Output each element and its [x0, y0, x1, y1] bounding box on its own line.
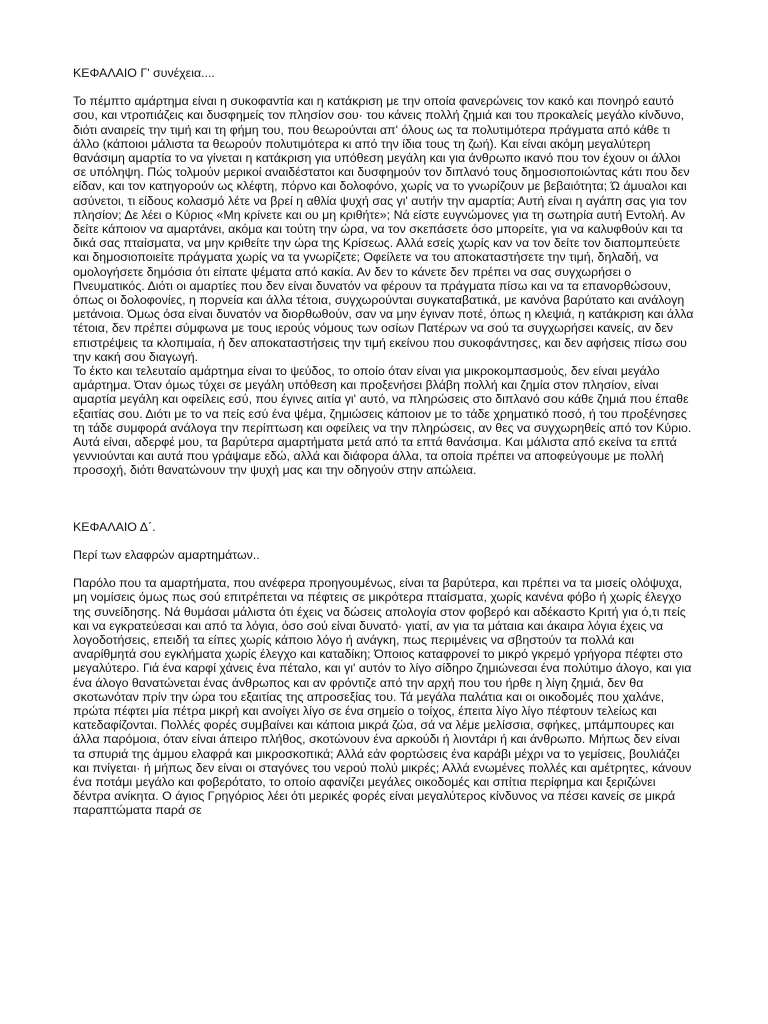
chapter-3-paragraph-lying: Το έκτο και τελευταίο αμάρτημα είναι το ψεύδος, το οποίο όταν είναι για μικροκομπασμούς, δεν είναι μεγάλο αμάρτημα. Όταν όμως τύχει σε μεγάλη υπόθεση και προξενήσει βλάβη πολλή και ζημία στον πλησίον, είναι αμαρτία μεγάλη και οφείλεις εσύ, που έγινες αιτία γι' αυτό, να πληρώσεις στο διπλανό σου κάθε ζημιά που έπαθε εξαιτίας σου. Διότι με το να πείς εσύ ένα ψέμα, ζημιώσεις κάποιον με το τάδε χρηματικό ποσό, ή του προξένησες τη τάδε συμφορά ανάλογα την περίπτωση και οφείλεις να την πληρώσεις, αν θες να συγχωρηθείς από τον Κύριο.: [73, 364, 692, 435]
spacer: [73, 478, 695, 520]
chapter-4-heading: ΚΕΦΑΛΑΙΟ Δ΄.: [73, 519, 156, 534]
chapter-4-paragraph: Παρόλο που τα αμαρτήματα, που ανέφερα προηγουμένως, είναι τα βαρύτερα, και πρέπει να τα μισείς ολόψυχα, μη νομίσεις όμως πως σού επιτρέπεται να πέφτεις σε μικρότερα πταίσματα, χωρίς κανένα φόβο ή χωρίς έλεγχο της συνείδησης. Νά θυμάσαι μάλιστα ότι έχεις να δώσεις απολογία στον φοβερό και αδέκαστο Κριτή για ό,τι πείς και να εγκρατεύεσαι και από τα λόγια, όσο σού είναι δυνατό· γιατί, αν για τα μάταια και άκαιρα λόγια έχεις να λογοδοτήσεις, επειδή τα είπες χωρίς κάποιο λόγο ή ανάγκη, πως περιμένεις να σβηστούν τα πολλά και αναρίθμητά σου εγκλήματα χωρίς έλεγχο και καταδίκη; Όποιος καταφρονεί το μικρό γκρεμό γρήγορα πέφτει στο μεγαλύτερο. Γιά ένα καρφί χάνεις ένα πέταλο, και γι' αυτόν το λίγο σίδηρο ζημιώνεσαι ένα πολύτιμο άλογο, και για ένα άλογο θανατώνεται ένας άνθρωπος και αν φρόντιζε από την αρχή που του ήρθε η λίγη ζημιά, δεν θα σκοτωνόταν πρίν την ώρα του εξαιτίας της απροσεξίας του. Τά μεγάλα παλάτια και οι οικοδομές που χαλάνε, πρώτα πέφτει μία πέτρα μικρή και ανοίγει λίγο σε ένα σημείο ο τοίχος, έπειτα λίγο λίγο πέφτουν τελείως και κατεδαφίζονται. Πολλές φορές συμβαίνει και κάποια μικρά ζώα, σά να λέμε μελίσσια, σφήκες, μπάμπουρες και άλλα παρόμοια, όταν είναι άπειρο πλήθος, σκοτώνουν ένα αρκούδι ή λιοντάρι ή και άνθρωπο. Μήπως δεν είναι τα σπυριά της άμμου ελαφρά και μικροσκοπικά; Αλλά εάν φορτώσεις ένα καράβι μέχρι να το γεμίσεις, βουλιάζει και πνίγεται· ή μήπως δεν είναι οι σταγόνες του νερού πολύ μικρές; Αλλά ενωμένες πολλές και αμέτρητες, κάνουν ένα ποτάμι μεγάλο και φοβερότατο, το οποίο αφανίζει μεγάλες οικοδομές και σπίτια περίφημα και ξεριζώνει δέντρα ανίκητα. Ο άγιος Γρηγόριος λέει ότι μερικές φορές είναι μεγαλύτερος κίνδυνος να πέσει κανείς σε μικρά παραπτώματα παρά σε: [73, 576, 692, 818]
spacer: [73, 80, 695, 94]
document-page: [73, 66, 695, 818]
chapter-3-heading: ΚΕΦΑΛΑΙΟ Γ' συνέχεια....: [73, 66, 215, 80]
chapter-3-paragraph-conclusion: Αυτά είναι, αδερφέ μου, τα βαρύτερα αμαρτήματα μετά από τα επτά θανάσιμα. Και μάλιστα από εκείνα τα επτά γεννιούνται και αυτά που γράψαμε εδώ, αλλά και διάφορα άλλα, τα οποία πρέπει να αποφεύγουμε με πολλή προσοχή, διότι θανατώνουν την ψυχή μας και την οδηγούν στην απώλεια.: [73, 435, 677, 478]
spacer: [73, 562, 695, 576]
spacer: [73, 534, 695, 548]
chapter-3-paragraph-slander: Το πέμπτο αμάρτημα είναι η συκοφαντία και η κατάκριση με την οποία φανερώνεις τον κακό και πονηρό εαυτό σου, και ντροπιάζεις και δυσφημείς τον πλησίον σου· του κάνεις πολλή ζημιά και του προκαλείς μεγάλο κίνδυνο, διότι αναιρείς την τιμή και τη φήμη του, που θεωρούνται απ' όλους ως τα πολυτιμότερα πράγματα από κάθε τι άλλο (κάποιοι μάλιστα τα θεωρούν πολυτιμότερα κι από την ίδια τους τη ζωή). Και είναι ακόμη μεγαλύτερη θανάσιμη αμαρτία το να γίνεται η κατάκριση για υπόθεση μεγάλη και για άνθρωπο ικανό που τον έχουν οι άλλοι σε υπόληψη. Πώς τολμούν μερικοί αναιδέστατοι και δυσφημούν τον διπλανό τους δημοσιοποιώντας κάτι που δεν είδαν, και τον κατηγορούν ως κλέφτη, πόρνο και δολοφόνο, χωρίς να το γνωρίζουν με βεβαιότητα; Ώ άμυαλοι και ασύνετοι, τι είδους κολασμό λέτε να βρεί η αθλία ψυχή σας γι' αυτήν την αμαρτία; Αυτή είναι η αγάπη σας για τον πλησίον; Δε λέει ο Κύριος «Μη κρίνετε και ου μη κριθήτε»; Νά είστε ευγνώμονες για τη σωτηρία αυτή Εντολή. Αν δείτε κάποιον να αμαρτάνει, ακόμα και τούτη την ώρα, να τον σκεπάσετε όσο μπορείτε, για να καλυφθούν και τα δικά σας πταίσματα, να μην κριθείτε την ώρα της Κρίσεως. Αλλά εσείς χωρίς καν να τον δείτε τον διαπομπεύετε και δημοσιοποιείτε πράγματα χωρίς να τα γνωρίζετε; Οφείλετε να του αποκαταστήσετε την τιμή, δηλαδή, να ομολογήσετε δημόσια ότι είπατε ψέματα από κακία. Αν δεν το κάνετε δεν πρέπει να σας συγχωρήσει ο Πνευματικός. Διότι οι αμαρτίες που δεν είναι δυνατόν να φέρουν τα πράγματα πίσω και να τα επανορθώσουν, όπως οι δολοφονίες, η πορνεία και άλλα τέτοια, συγχωρούνται συγκαταβατικά, με κανόνα βαρύτατο και ανάλογη μετάνοια. Όμως όσα είναι δυνατόν να διορθωθούν, σαν να μην έγιναν ποτέ, όπως η κλεψιά, η κατάκριση και άλλα τέτοια, δεν πρέπει σύμφωνα με τους ιερούς νόμους των οσίων Πατέρων να σού τα συγχωρήσει κανείς, αν δεν επιστρέψεις τα κλοπιμαία, ή δεν αποκαταστήσεις την τιμή εκείνου που συκοφάντησες, και δεν αφήσεις πίσω σου την κακή σου διαγωγή.: [73, 94, 694, 364]
chapter-4-subheading: Περί των ελαφρών αμαρτημάτων..: [73, 547, 260, 562]
